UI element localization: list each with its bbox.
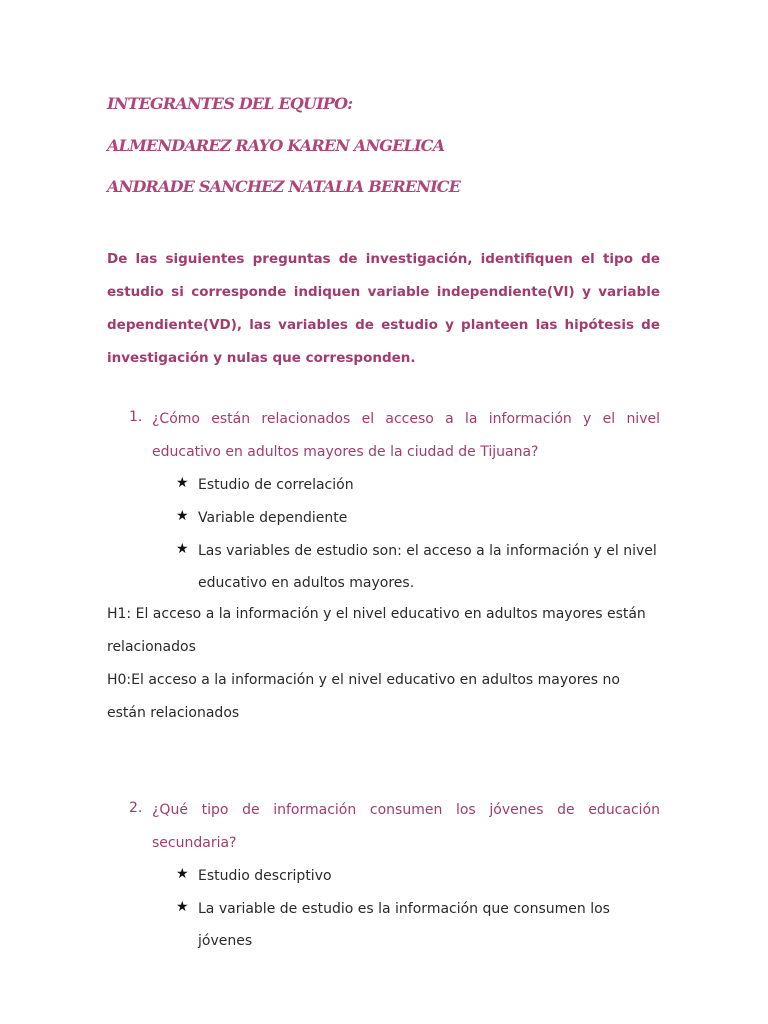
star-bullet-icon: ★ <box>176 475 189 491</box>
hypothesis-h0-text: El acceso a la información y el nivel educativo en adultos mayores no están relacionados <box>107 672 620 721</box>
team-member-1: ALMENDAREZ RAYO KAREN ANGELICA <box>107 136 445 155</box>
question-2-bullet-2: La variable de estudio es la información que consumen los jóvenes <box>198 901 610 949</box>
team-heading: INTEGRANTES DEL EQUIPO: <box>107 94 353 113</box>
instructions-paragraph: De las siguientes preguntas de investigación, identifiquen el tipo de estudio si corresponde indiquen variable independiente(VI) y variable dependiente(VD), las variables de estudio y planteen las hipótesis de investigación y nulas que corresponden. <box>107 251 660 366</box>
hypothesis-h0-tag: H0: <box>107 672 132 688</box>
hypothesis-h1-text: El acceso a la información y el nivel educativo en adultos mayores están relacionados <box>107 606 646 655</box>
question-1-bullet-3: Las variables de estudio son: el acceso a la información y el nivel educativo en adultos mayores. <box>198 543 657 591</box>
star-bullet-icon: ★ <box>176 541 189 557</box>
star-bullet-icon: ★ <box>176 899 189 915</box>
question-2-text: ¿Qué tipo de información consumen los jóvenes de educación secundaria? <box>152 802 660 851</box>
question-1-text: ¿Cómo están relacionados el acceso a la información y el nivel educativo en adultos mayores de la ciudad de Tijuana? <box>152 411 660 460</box>
question-1-number: 1. <box>129 409 143 425</box>
hypothesis-h1 <box>107 598 660 664</box>
question-2-number: 2. <box>129 800 143 816</box>
question-1-bullet-1: Estudio de correlación <box>198 477 354 493</box>
star-bullet-icon: ★ <box>176 866 189 882</box>
question-2-bullet-1: Estudio descriptivo <box>198 868 332 884</box>
question-1-bullet-2: Variable dependiente <box>198 510 348 526</box>
hypothesis-h1-tag: H1: <box>107 606 132 622</box>
hypothesis-h0 <box>107 664 660 730</box>
team-member-2: ANDRADE SANCHEZ NATALIA BERENICE <box>107 177 461 196</box>
star-bullet-icon: ★ <box>176 508 189 524</box>
